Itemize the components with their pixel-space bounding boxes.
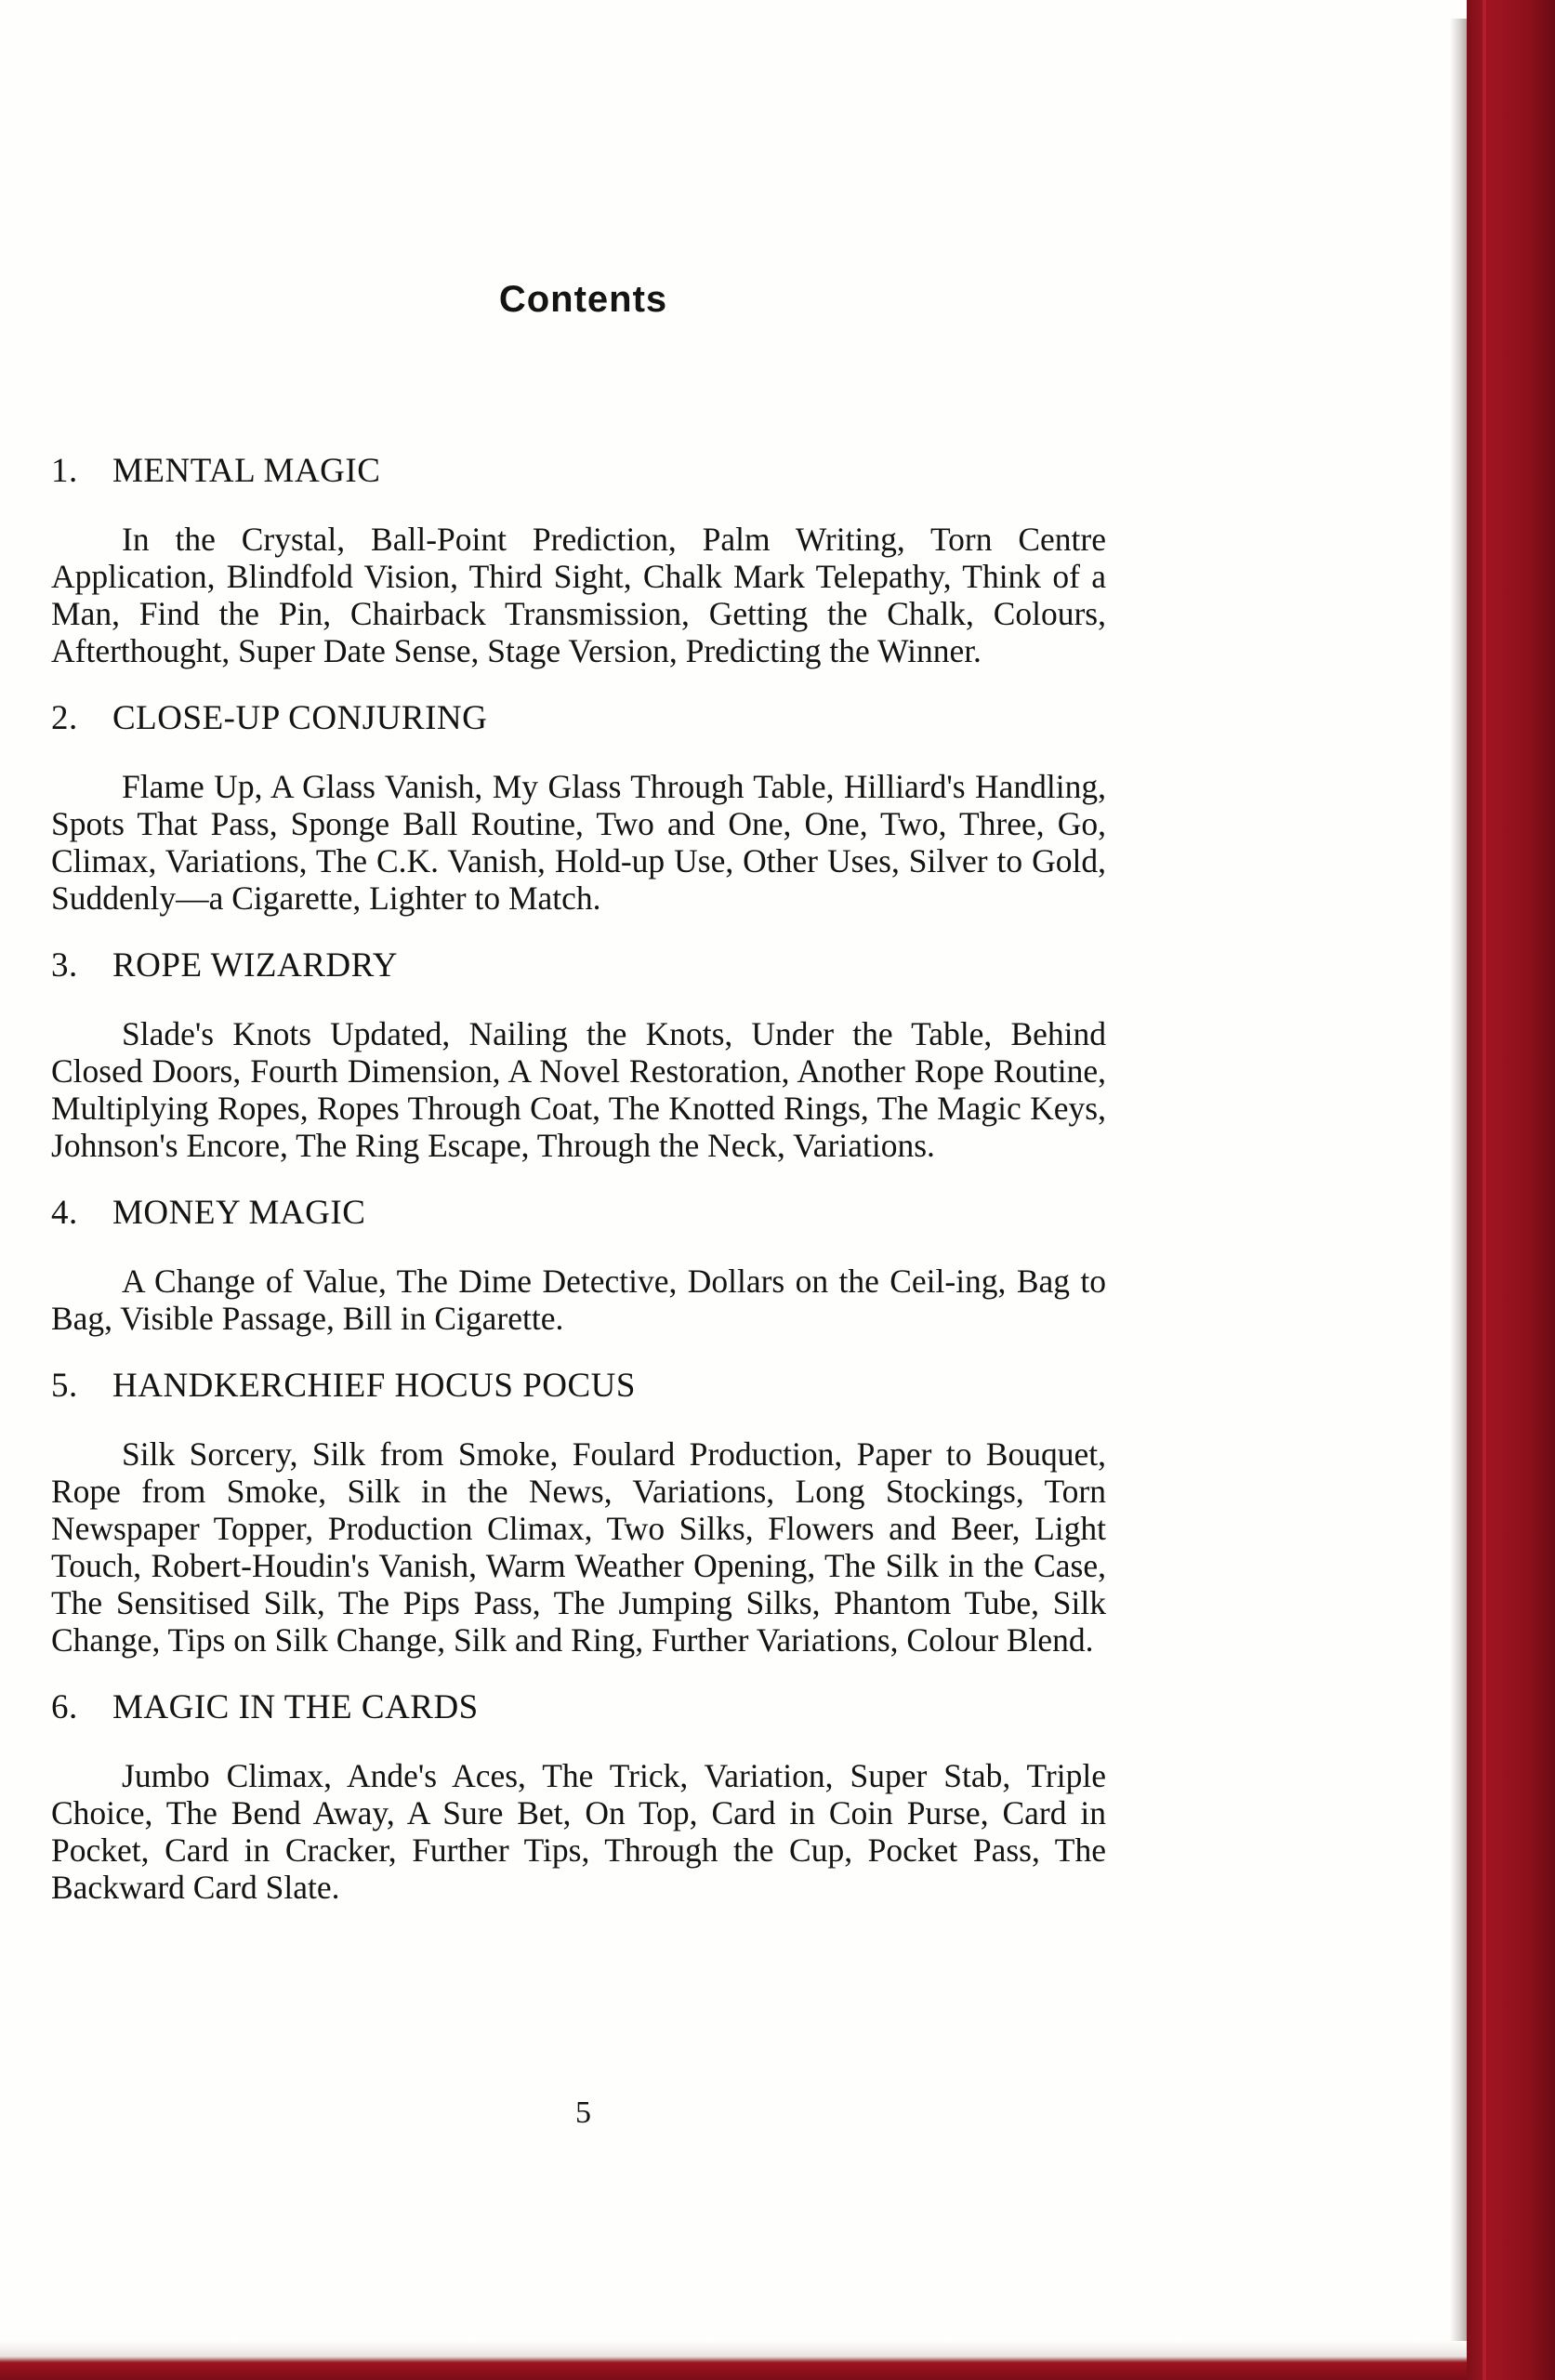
book-cover-highlight (1483, 0, 1486, 2380)
section-title: CLOSE-UP CONJURING (112, 699, 488, 737)
section-heading (51, 697, 1106, 740)
section-title: MAGIC IN THE CARDS (112, 1688, 479, 1726)
contents-section (51, 697, 1106, 917)
contents-section (51, 1365, 1106, 1659)
section-items: Flame Up, A Glass Vanish, My Glass Through Table, Hilliard's Handling, Spots That Pass, Sponge Ball Routine, Two and One, One, Two, Three, Go, Climax, Variations, The C.K. Vanish, Hold-up Use, Other Uses, Silver to Gold, Suddenly—a Cigarette, Lighter to Match. (51, 768, 1106, 917)
book-bottom-edge (0, 2341, 1467, 2380)
section-heading (51, 1686, 1106, 1729)
section-title: MONEY MAGIC (112, 1194, 366, 1232)
section-number: 4. (51, 1194, 78, 1232)
section-number: 3. (51, 946, 78, 985)
section-title: MENTAL MAGIC (112, 452, 381, 490)
contents-list (51, 450, 1106, 1934)
contents-section (51, 1192, 1106, 1337)
section-heading (51, 450, 1106, 493)
section-number: 2. (51, 699, 78, 737)
contents-section (51, 450, 1106, 669)
book-cover-edge (1467, 0, 1555, 2380)
section-items: Jumbo Climax, Ande's Aces, The Trick, Variation, Super Stab, Triple Choice, The Bend Away, A Sure Bet, On Top, Card in Coin Purse, Card in Pocket, Card in Cracker, Further Tips, Through the Cup, Pocket Pass, The Backward Card Slate. (51, 1757, 1106, 1906)
section-items: Silk Sorcery, Silk from Smoke, Foulard Production, Paper to Bouquet, Rope from Smoke, Silk in the News, Variations, Long Stockings, Torn Newspaper Topper, Production Climax, Two Silks, Flowers and Beer, Light Touch, Robert-Houdin's Vanish, Warm Weather Opening, The Silk in the Case, The Sensitised Silk, The Pips Pass, The Jumping Silks, Phantom Tube, Silk Change, Tips on Silk Change, Silk and Ring, Further Variations, Colour Blend. (51, 1435, 1106, 1659)
section-title: HANDKERCHIEF HOCUS POCUS (112, 1367, 636, 1405)
section-items: Slade's Knots Updated, Nailing the Knots, Under the Table, Behind Closed Doors, Fourth Dimension, A Novel Restoration, Another Rope Routine, Multiplying Ropes, Ropes Through Coat, The Knotted Rings, The Magic Keys, Johnson's Encore, The Ring Escape, Through the Neck, Variations. (51, 1015, 1106, 1164)
contents-section (51, 945, 1106, 1164)
section-items: A Change of Value, The Dime Detective, Dollars on the Ceil-ing, Bag to Bag, Visible Passage, Bill in Cigarette. (51, 1263, 1106, 1337)
section-number: 6. (51, 1688, 78, 1726)
section-items: In the Crystal, Ball-Point Prediction, Palm Writing, Torn Centre Application, Blindfold Vision, Third Sight, Chalk Mark Telepathy, Think of a Man, Find the Pin, Chairback Transmission, Getting the Chalk, Colours, Afterthought, Super Date Sense, Stage Version, Predicting the Winner. (51, 521, 1106, 669)
section-title: ROPE WIZARDRY (112, 946, 398, 985)
page-number: 5 (575, 2096, 591, 2130)
section-number: 1. (51, 452, 78, 490)
section-number: 5. (51, 1367, 78, 1405)
page-title: Contents (498, 279, 668, 320)
contents-section (51, 1686, 1106, 1906)
section-heading (51, 945, 1106, 987)
section-heading (51, 1192, 1106, 1235)
section-heading (51, 1365, 1106, 1408)
page-gutter-shadow (1450, 19, 1467, 2380)
